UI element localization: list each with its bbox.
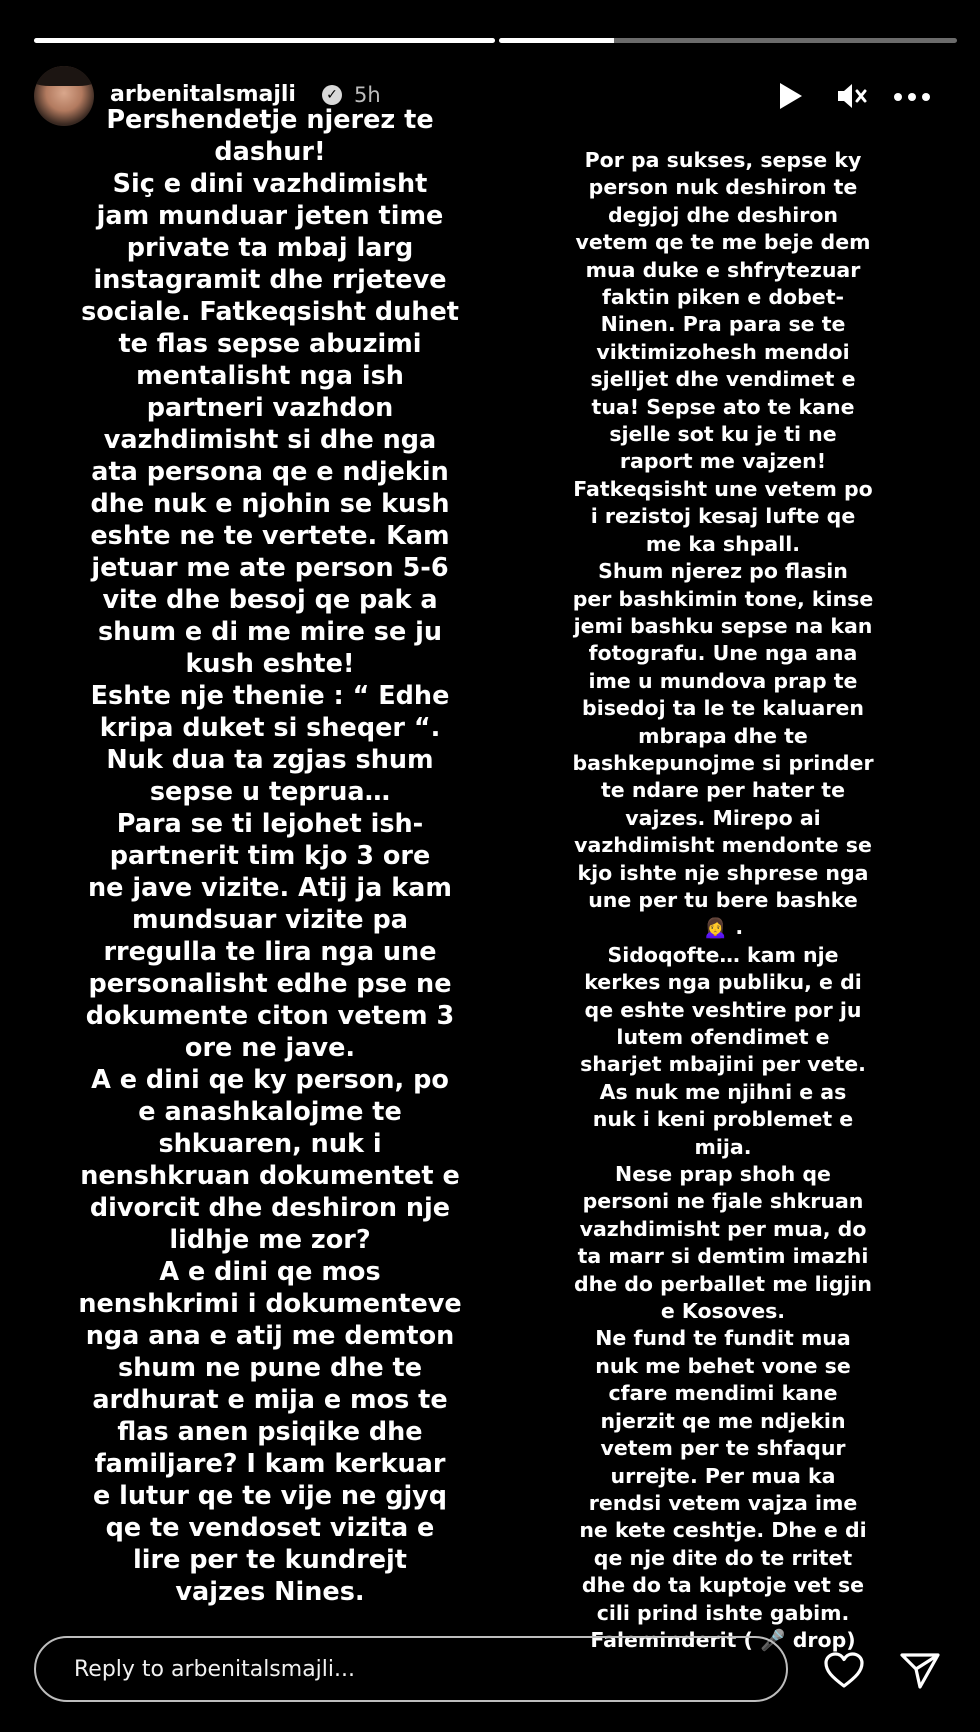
more-options-button[interactable]: [894, 78, 930, 114]
post-time: 5h: [354, 83, 381, 107]
send-button[interactable]: [898, 1650, 942, 1690]
more-dot: [922, 93, 930, 101]
username[interactable]: arbenitalsmajli: [110, 82, 296, 107]
story-text-right: Por pa sukses, sepse ky person nuk deshiron te degjoj dhe deshiron vetem qe te me beje dem mua duke e shfrytezuar faktin piken e dobet- Ninen. Pra para se te viktimizohesh mendoi sjelljet dhe vendimet e tua! Sepse ato te kane sjelle sot ku je ti ne raport me vajzen! Fatkeqsisht une vetem po i rezistoj kesaj lufte qe me ka shpall. Shum njerez po flasin per bashkimin tone, kinse jemi bashku sepse na kan fotografu. Une nga ana ime u mundova prap te bisedoj ta le te kaluaren mbrapa dhe te bashkepunojme si prinder te ndare per hater te vajzes. Mirepo ai vazhdimisht mendonte se kjo ishte nje shprese nga une per tu bere bashke 🙍‍♀️ . Sidoqofte… kam nje kerkes nga publiku, e di qe eshte veshtire por ju lutem ofendimet e sharjet mbajini per vete. As nuk me njihni e as nuk i keni problemet e mija. Nese prap shoh qe personi ne fjale shkruan vazhdimisht per mua, do ta marr si demtim imazhi dhe do perballet me ligjin e Kosoves. Ne fund te fundit mua nuk me behet vone se cfare mendimi kane njerzit qe me ndjekin vetem per te shfaqur urrejte. Per mua ka rendsi vetem vajza ime ne kete ceshtje. Dhe e di qe nje dite do te rritet dhe do ta kuptoje vet se cili prind ishte gabim. Faleminderit ( 🎤 drop): [572, 148, 874, 1652]
story-progress-segment-1: [34, 38, 495, 43]
speaker-muted-icon: [834, 78, 870, 114]
mute-button[interactable]: [834, 78, 870, 114]
story-progress-fill-1: [34, 38, 495, 43]
send-icon: [898, 1650, 942, 1690]
play-button[interactable]: [772, 78, 808, 114]
like-button[interactable]: [822, 1650, 866, 1690]
reply-input[interactable]: [34, 1636, 788, 1702]
story-progress-segment-2: [499, 38, 957, 43]
more-dots-icon: [894, 93, 902, 101]
verified-badge-icon: ✓: [322, 85, 342, 105]
play-icon: [780, 83, 802, 109]
story-progress-fill-2: [499, 38, 614, 43]
heart-icon: [822, 1650, 866, 1690]
story-text-left: Pershendetje njerez te dashur! Siç e dini vazhdimisht jam munduar jeten time private ta mbaj larg instagramit dhe rrjeteve sociale. Fatkeqsisht duhet te flas sepse abuzimi mentalisht nga ish partneri vazhdon vazhdimisht si dhe nga ata persona qe e ndjekin dhe nuk e njohin se kush eshte ne te vertete. Kam jetuar me ate person 5-6 vite dhe besoj qe pak a shum e di me mire se ju kush eshte! Eshte nje thenie : “ Edhe kripa duket si sheqer “. Nuk dua ta zgjas shum sepse u teprua… Para se ti lejohet ish- partnerit tim kjo 3 ore ne jave vizite. Atij ja kam mundsuar vizite pa rregulla te lira nga une personalisht edhe pse ne dokumente citon vetem 3 ore ne jave. A e dini qe ky person, po e anashkalojme te shkuaren, nuk i nenshkruan dokumentet e divorcit dhe deshiron nje lidhje me zor? A e dini qe mos nenshkrimi i dokumenteve nga ana e atij me demton shum ne pune dhe te ardhurat e mija e mos te flas anen psiqike dhe familjare? I kam kerkuar e lutur qe te vije ne gjyq qe te vendoset vizita e lire per te kundrejt vajzes Nines.: [78, 105, 462, 1607]
more-dot: [908, 93, 916, 101]
